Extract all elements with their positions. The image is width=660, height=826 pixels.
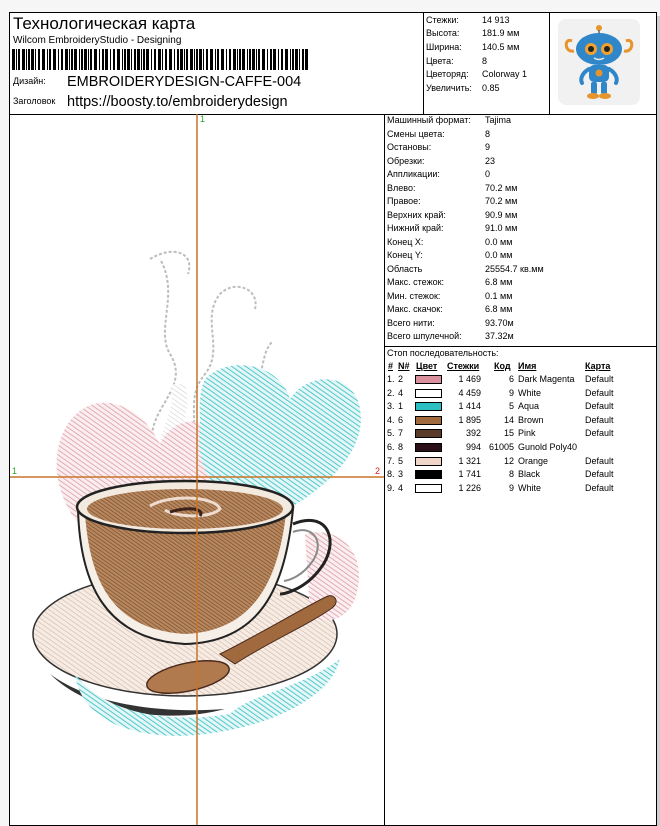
worksheet-page (9, 12, 657, 826)
row-needle: 8 (398, 442, 404, 452)
barcode-bar (154, 49, 156, 70)
row-name: White (518, 482, 542, 493)
row-stitches: 1 895 (458, 414, 481, 425)
row-stitches: 1 414 (458, 401, 481, 412)
row-name: Brown (518, 414, 544, 425)
barcode-bar (210, 49, 213, 70)
row-map: Default (585, 428, 614, 439)
design-name: EMBROIDERYDESIGN-CAFFE-004 (67, 74, 302, 90)
barcode-bar (143, 49, 145, 70)
row-code: 12 (503, 455, 514, 466)
coffee-cup-embroidery-preview (10, 114, 384, 826)
barcode-bar (252, 49, 255, 70)
row-needle: 4 (398, 387, 404, 398)
barcode-bar (58, 49, 59, 70)
barcode-bar (122, 49, 123, 70)
info-total-bobbin: Всего шпулечной: 37.32м (387, 331, 514, 341)
barcode-bar (221, 49, 224, 70)
barcode-bar (74, 49, 77, 70)
barcode-bar (249, 49, 251, 70)
barcode-bar (258, 49, 260, 70)
info-top-edge: Верхних край: 90.9 мм (387, 209, 518, 220)
row-needle: 3 (398, 469, 404, 480)
barcode-bar (194, 49, 195, 70)
color-swatch (415, 429, 442, 438)
barcode-bar (177, 49, 179, 70)
col-header-n: N# (398, 361, 410, 371)
stop-sequence-title: Стоп последовательность: (387, 348, 499, 358)
color-swatch (415, 416, 442, 425)
barcode-bar (31, 49, 34, 70)
barcode-bar (47, 49, 48, 70)
barcode-bar (35, 49, 36, 70)
info-min-stitch: Мин. стежок: 0.1 мм (387, 290, 513, 301)
barcode-bar (28, 49, 30, 70)
info-area: Область 25554.7 кв.мм (387, 263, 544, 274)
row-name: Dark Magenta (518, 374, 575, 384)
robot-mascot-icon (558, 19, 640, 105)
barcode-bar (22, 49, 25, 70)
info-total-thread: Всего нити: 93.70м (387, 317, 514, 328)
row-name: Orange (518, 455, 549, 466)
barcode-bar (292, 49, 294, 70)
barcode-bar (239, 49, 241, 70)
page-title: Технологическая карта (13, 14, 196, 33)
row-code: 14 (503, 414, 514, 425)
stat-stitches: Стежки: 14 913 (426, 15, 510, 25)
barcode-bar (186, 49, 188, 70)
row-stitches: 994 (465, 442, 481, 452)
col-header-map: Карта (585, 361, 611, 371)
right-marker: 2 (375, 466, 381, 476)
row-index: 7. (387, 455, 395, 466)
barcode-bar (237, 49, 238, 70)
barcode-bar (26, 49, 27, 70)
row-stitches: 1 321 (458, 455, 481, 466)
table-row (385, 468, 656, 482)
info-machine-format: Машинный формат: Tajima (387, 115, 512, 125)
row-code: 8 (508, 469, 514, 480)
barcode-bar (270, 49, 272, 70)
col-header-index: # (388, 361, 394, 371)
row-map: Default (585, 414, 614, 425)
top-marker: 1 (200, 114, 206, 124)
barcode-bar (94, 49, 97, 70)
row-index: 4. (387, 414, 395, 425)
row-needle: 4 (398, 482, 404, 493)
barcode-bar (295, 49, 298, 70)
table-row (385, 414, 656, 428)
barcode-bar (12, 49, 15, 70)
barcode-bar (302, 49, 304, 70)
barcode-bar (151, 49, 152, 70)
left-marker: 1 (12, 466, 18, 476)
info-end-x: Конец X: 0.0 мм (387, 236, 513, 247)
worksheet-header (10, 13, 656, 115)
barcode-bar (229, 49, 231, 70)
design-label: Дизайн: (13, 76, 46, 86)
barcode-bar (247, 49, 248, 70)
row-stitches: 1 469 (458, 374, 481, 384)
design-thumbnail (549, 13, 656, 114)
heading-label: Заголовок (13, 96, 56, 106)
stat-colorway: Цветоряд: Colorway 1 (426, 69, 528, 79)
barcode-bar (61, 49, 63, 70)
barcode-bar (127, 49, 130, 70)
barcode-bar (124, 49, 126, 70)
row-needle: 7 (398, 428, 404, 439)
barcode-bar (105, 49, 108, 70)
table-row (385, 455, 656, 469)
row-needle: 5 (398, 455, 404, 466)
row-index: 1. (387, 374, 395, 384)
barcode-bar (18, 49, 20, 70)
barcode-bar (165, 49, 167, 70)
col-header-color: Цвет (416, 361, 438, 371)
table-row (385, 400, 656, 414)
barcode-bar (141, 49, 142, 70)
info-end-y: Конец Y: 0.0 мм (387, 250, 513, 260)
barcode-bar (113, 49, 115, 70)
color-swatch (415, 443, 442, 452)
barcode-bar (180, 49, 183, 70)
color-swatch (415, 484, 442, 493)
row-needle: 1 (398, 401, 404, 412)
barcode-bar (137, 49, 140, 70)
barcode-bar (90, 49, 92, 70)
barcode-bar (42, 49, 45, 70)
row-map: Default (585, 374, 614, 384)
col-header-name: Имя (518, 361, 537, 371)
stat-zoom: Увеличить: 0.85 (426, 83, 500, 93)
table-row (385, 387, 656, 401)
info-max-stitch: Макс. стежок: 6.8 мм (387, 277, 513, 287)
barcode-bar (281, 49, 283, 70)
row-map: Default (585, 469, 614, 480)
row-name: White (518, 387, 542, 398)
barcode-bar (305, 49, 308, 70)
stat-width: Ширина: 140.5 мм (426, 42, 520, 52)
color-swatch (415, 457, 442, 466)
row-stitches: 1 741 (458, 469, 481, 480)
row-name: Gunold Poly40 (518, 442, 578, 452)
stat-height: Высота: 181.9 мм (426, 28, 520, 38)
row-name: Pink (518, 428, 536, 439)
barcode-bar (233, 49, 236, 70)
row-code: 9 (508, 387, 514, 398)
color-swatch (415, 375, 442, 384)
row-code: 61005 (488, 442, 514, 452)
barcode-bar (84, 49, 87, 70)
row-index: 3. (387, 401, 395, 412)
row-code: 15 (503, 428, 514, 439)
barcode-bar (285, 49, 288, 70)
barcode-bar (174, 49, 175, 70)
barcode-bar (16, 49, 17, 70)
info-bottom-edge: Нижний край: 91.0 мм (387, 223, 518, 233)
row-map: Default (585, 482, 614, 493)
row-name: Aqua (518, 401, 540, 412)
barcode-bar (53, 49, 56, 70)
barcode-icon (12, 49, 308, 70)
barcode-bar (134, 49, 136, 70)
header-title-block (10, 13, 424, 114)
stat-colors: Цвета: 8 (426, 56, 488, 66)
barcode-bar (196, 49, 198, 70)
barcode-bar (102, 49, 104, 70)
barcode-bar (81, 49, 83, 70)
barcode-bar (278, 49, 279, 70)
barcode-bar (217, 49, 219, 70)
col-header-stitches: Стежки (447, 361, 480, 371)
color-swatch (415, 402, 442, 411)
info-right: Правое: 70.2 мм (387, 196, 518, 206)
barcode-bar (110, 49, 111, 70)
row-index: 2. (387, 387, 395, 398)
barcode-bar (117, 49, 120, 70)
barcode-bar (69, 49, 70, 70)
barcode-bar (184, 49, 185, 70)
row-index: 5. (387, 428, 395, 439)
row-index: 6. (387, 442, 395, 452)
info-trims: Обрезки: 23 (387, 155, 496, 166)
row-needle: 2 (398, 374, 404, 384)
barcode-bar (131, 49, 132, 70)
barcode-bar (215, 49, 216, 70)
info-applique: Аппликации: 0 (387, 169, 491, 179)
barcode-bar (206, 49, 208, 70)
barcode-bar (290, 49, 291, 70)
row-code: 5 (508, 401, 514, 412)
color-swatch (415, 389, 442, 398)
design-preview (10, 114, 385, 826)
barcode-bar (190, 49, 193, 70)
barcode-bar (158, 49, 161, 70)
barcode-bar (199, 49, 202, 70)
color-swatch (415, 470, 442, 479)
info-stops: Остановы: 9 (387, 142, 491, 152)
info-color-changes: Смены цвета: 8 (387, 128, 491, 139)
row-code: 9 (508, 482, 514, 493)
barcode-bar (79, 49, 80, 70)
barcode-bar (262, 49, 265, 70)
row-name: Black (518, 469, 541, 480)
col-header-code: Код (494, 361, 511, 371)
row-needle: 6 (398, 414, 404, 425)
barcode-bar (169, 49, 172, 70)
software-name: Wilcom EmbroideryStudio - Designing (13, 35, 182, 46)
table-row (385, 441, 656, 455)
barcode-bar (162, 49, 163, 70)
barcode-bar (49, 49, 51, 70)
barcode-bar (203, 49, 204, 70)
row-map: Default (585, 401, 614, 412)
row-stitches: 392 (465, 428, 481, 439)
design-stats (423, 13, 550, 114)
barcode-bar (65, 49, 68, 70)
barcode-bar (273, 49, 276, 70)
table-row (385, 427, 656, 441)
row-map: Default (585, 455, 614, 466)
row-index: 9. (387, 482, 395, 493)
barcode-bar (226, 49, 227, 70)
machine-info-panel (385, 114, 656, 826)
info-max-jump: Макс. скачок: 6.8 мм (387, 304, 513, 314)
row-code: 6 (508, 374, 514, 384)
barcode-bar (299, 49, 300, 70)
heading-value: https://boosty.to/embroiderydesign (67, 94, 288, 110)
barcode-bar (99, 49, 100, 70)
barcode-bar (88, 49, 89, 70)
row-map: Default (585, 387, 614, 398)
table-row (385, 373, 656, 387)
table-row (385, 482, 656, 496)
barcode-bar (256, 49, 257, 70)
row-index: 8. (387, 469, 395, 480)
barcode-bar (267, 49, 268, 70)
barcode-bar (38, 49, 40, 70)
row-stitches: 4 459 (458, 387, 481, 398)
info-left: Влево: 70.2 мм (387, 182, 518, 193)
barcode-bar (146, 49, 149, 70)
barcode-bar (71, 49, 73, 70)
barcode-bar (242, 49, 245, 70)
row-stitches: 1 226 (458, 482, 481, 493)
